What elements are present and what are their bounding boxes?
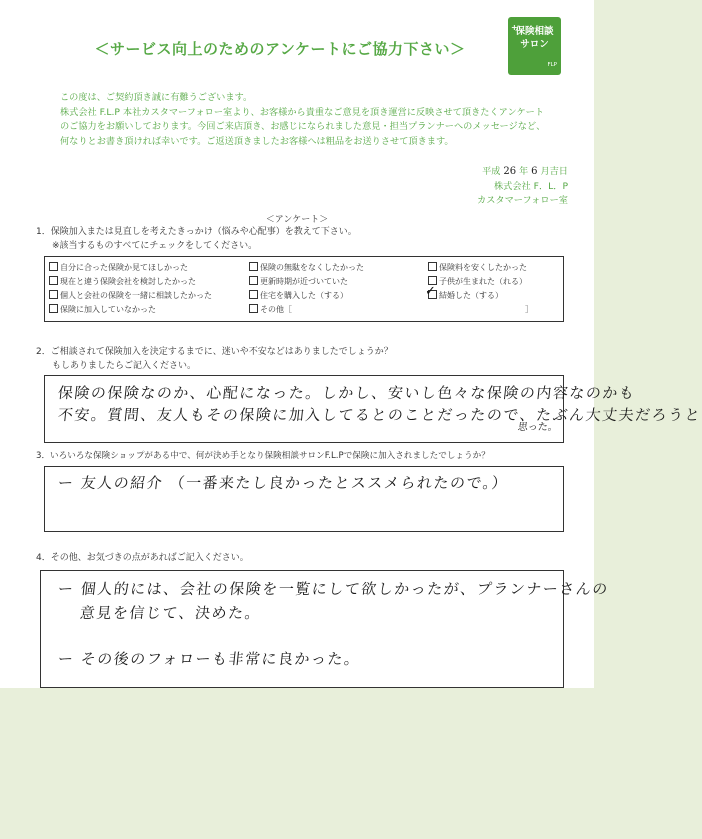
company-name: 株式会社 F．L．P (494, 180, 568, 192)
q1-option[interactable]: その他［ (249, 304, 292, 315)
date-era: 平成 (482, 166, 501, 177)
logo-line1: 保険相談 (515, 26, 554, 37)
q1-option[interactable]: 現在と違う保険会社を検討したかった (49, 276, 196, 287)
checkbox-icon[interactable] (49, 262, 58, 271)
checkbox-icon[interactable] (49, 276, 58, 285)
q4-text: 4．その他、お気づきの点があればご記入ください。 (36, 553, 249, 563)
checkbox-icon[interactable] (249, 262, 258, 271)
q1-option[interactable]: 個人と会社の保険を一緒に相談したかった (49, 290, 212, 301)
date-line (477, 165, 568, 180)
page-title: ＜サービス向上のためのアンケートにご協力下さい＞ (94, 40, 466, 58)
date-year-unit: 年 (519, 166, 529, 177)
date-year: 26 (503, 166, 517, 177)
intro-line: この度は、ご契約頂き誠に有難うございます。 (60, 92, 253, 103)
intro-text (60, 91, 560, 149)
q2-subtext: もしありましたらご記入ください。 (52, 361, 197, 371)
q3-answer: ー 友人の紹介 （一番来たし良かったとススメられたので。） (57, 474, 510, 492)
q1-text: 1．保険加入または見直しを考えたきっかけ（悩みや心配事）を教えて下さい。 (36, 227, 357, 237)
checkbox-icon[interactable] (249, 290, 258, 299)
q1-other-close: ］ (525, 305, 533, 314)
checkbox-icon[interactable] (249, 276, 258, 285)
checkbox-icon[interactable] (49, 290, 58, 299)
checkbox-icon[interactable] (428, 262, 437, 271)
q1-answer-box (44, 256, 564, 322)
q1-option[interactable]: 子供が生まれた（れる） (428, 276, 527, 287)
intro-line: のご協力をお願いしております。今回ご来店頂き、お感じになられました意見・担当プランナーへのメッセージなど、 (60, 121, 546, 133)
q1-note: ※該当するものすべてにチェックをしてください。 (52, 241, 258, 251)
q2-answer-line: 思った。 (517, 422, 559, 433)
q1-option[interactable]: 更新時期が近づいていた (249, 276, 348, 287)
brand-logo (508, 17, 561, 75)
check-mark-icon: ✓ (425, 284, 436, 299)
q1-option[interactable]: 保険料を安くしたかった (428, 262, 527, 273)
q2-answer-line: 保険の保険なのか、心配になった。しかし、安いし色々な保険の内容なのかも (57, 384, 637, 402)
q1-option[interactable]: 保険の無駄をなくしたかった (249, 262, 364, 273)
intro-line: 株式会社 F.L.P 本社カスタマーフォロー室より、お客様から貴重なご意見を頂き運営に反映させて頂きたくアンケート (60, 106, 545, 118)
survey-subheading: ＜アンケート＞ (265, 215, 329, 225)
date-month: 6 (531, 166, 538, 177)
q4-answer-line: ー その後のフォローも非常に良かった。 (57, 650, 362, 668)
q1-option[interactable]: 自分に合った保険か見てほしかった (49, 262, 188, 273)
q2-text: 2．ご相談されて保険加入を決定するまでに、迷いや不安などはありましたでしょうか？ (36, 347, 393, 357)
logo-line2: サロン (520, 39, 549, 50)
q4-answer-line: ー 個人的には、会社の保険を一覧にして欲しかったが、プランナーさんの (57, 580, 610, 598)
signature-block (477, 165, 568, 209)
q3-text: 3．いろいろな保険ショップがある中で、何が決め手となり保険相談サロンF.L.Pで保険に加入されましたでしょうか？ (36, 451, 490, 461)
q1-option[interactable]: 住宅を購入した（する） (249, 290, 348, 301)
plus-icon: + (511, 23, 518, 32)
date-suffix: 月吉日 (540, 166, 568, 177)
checkbox-icon[interactable] (49, 304, 58, 313)
checkbox-icon[interactable] (249, 304, 258, 313)
q4-answer-line: 意見を信じて、決めた。 (79, 604, 263, 622)
q1-option[interactable]: 保険に加入していなかった (49, 304, 156, 315)
q1-option-checked[interactable]: 結婚した（する） (428, 290, 503, 301)
intro-line: 何なりとお書き頂ければ幸いです。ご返送頂きましたお客様へは粗品をお送りさせて頂きます。 (60, 135, 454, 147)
department-name: カスタマーフォロー室 (477, 195, 568, 206)
q2-answer-line: 不安。質問、友人もその保険に加入してるとのことだったので、たぶん大丈夫だろうと (57, 406, 702, 424)
logo-mark: FLP (547, 62, 557, 68)
